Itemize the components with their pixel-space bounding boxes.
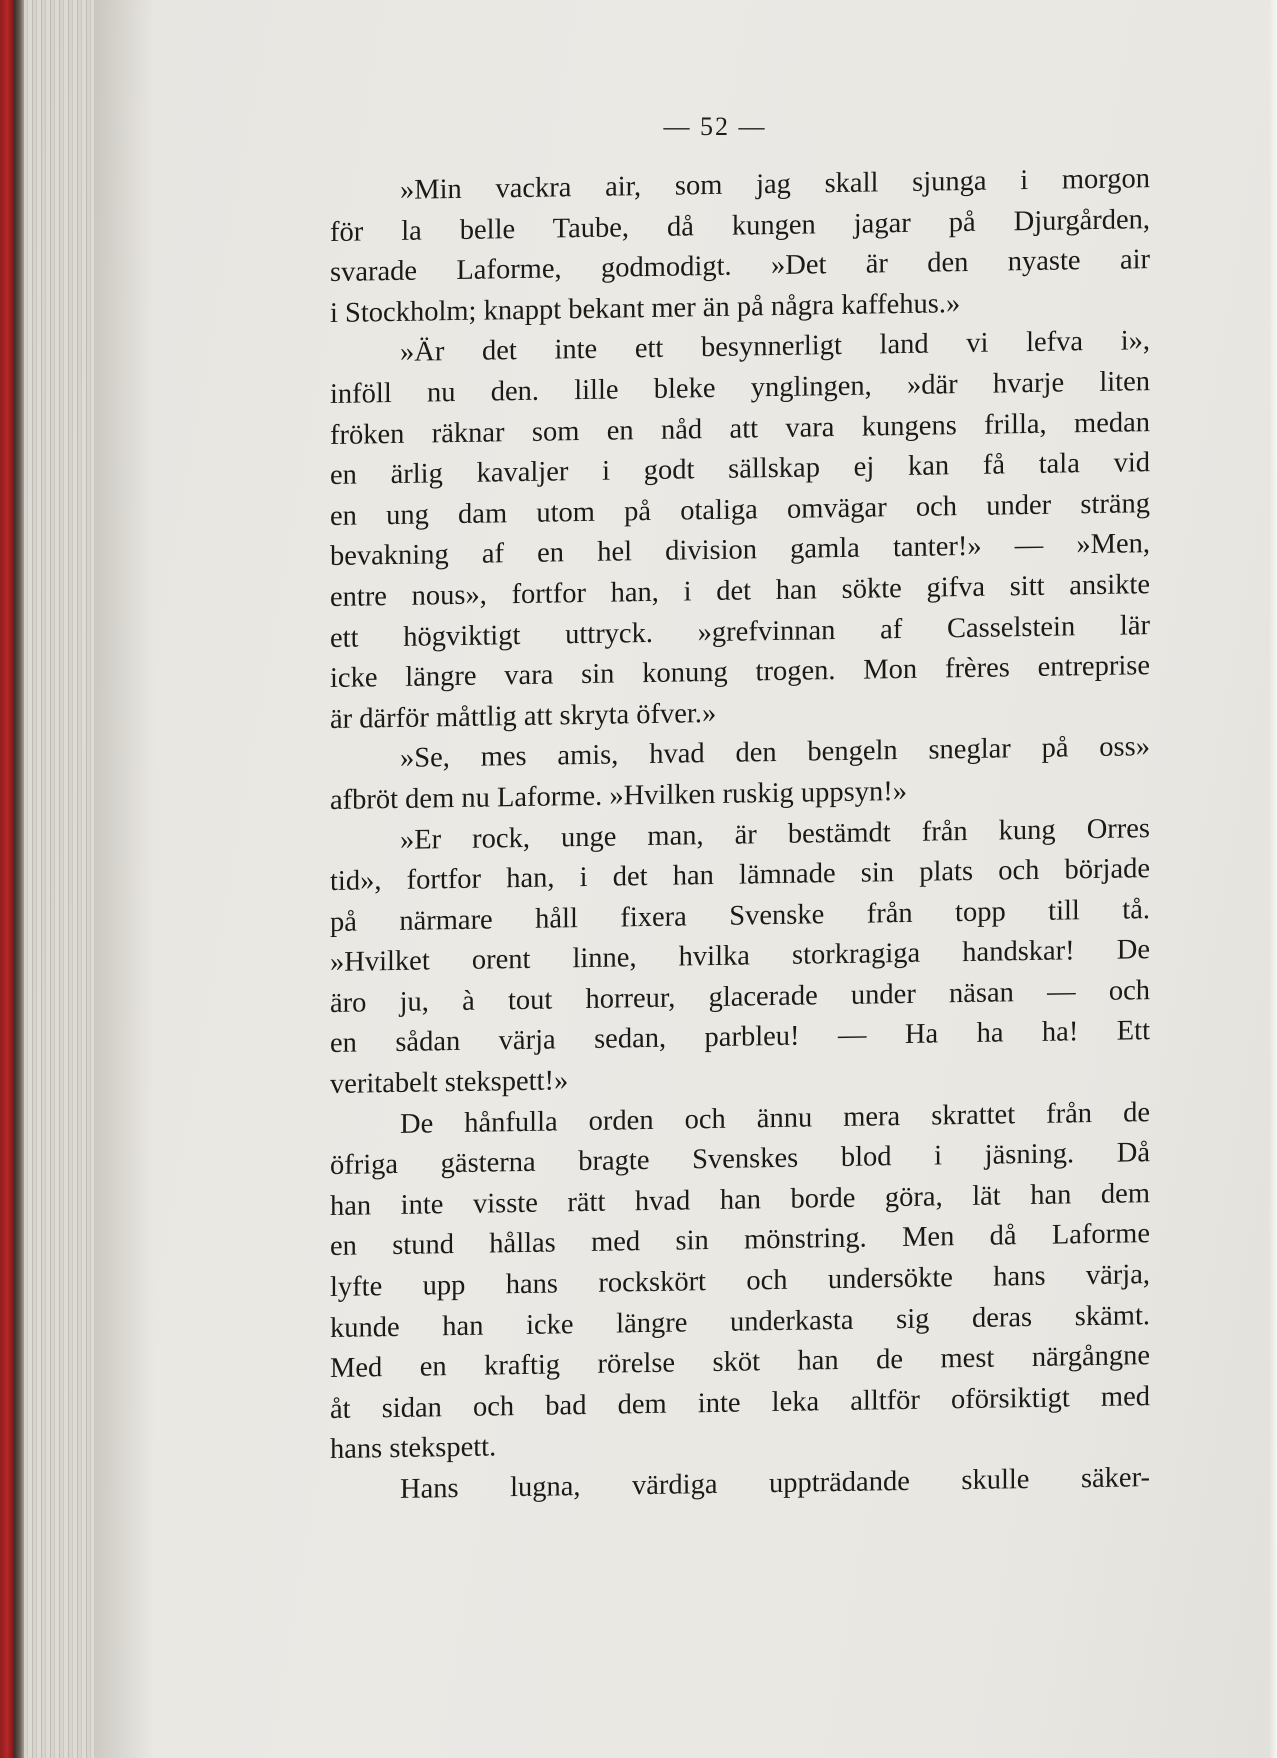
text-line: Med en kraftig rörelse sköt han de mest närgångne [330,1340,1150,1385]
body-text [330,159,1150,1511]
text-line: en ung dam utom på otaliga omvägar och under sträng [330,487,1150,532]
text-line: hans stekspett. [330,1431,497,1466]
text-line: öfriga gästerna bragte Svenskes blod i jäsning. Då [330,1137,1150,1182]
text-line: bevakning af en hel division gamla tanter!» — »Men, [330,528,1150,573]
text-line: lyfte upp hans rockskört och undersökte hans värja, [330,1259,1150,1304]
text-line: icke längre vara sin konung trogen. Mon frères entreprise [330,650,1150,695]
text-line: han inte visste rätt hvad han borde göra, lät han dem [330,1177,1150,1222]
text-line: »Hvilket orent linne, hvilka storkragiga handskar! De [330,934,1150,979]
text-line: för la belle Taube, då kungen jagar på Djurgården, [330,203,1150,248]
page-right-edge [1269,0,1277,1758]
text-line: i Stockholm; knappt bekant mer än på några kaffehus.» [330,287,961,329]
text-line: Hans lugna, värdiga uppträdande skulle säker- [400,1462,1150,1505]
text-line: ett högviktigt uttryck. »grefvinnan af Casselstein lär [330,609,1150,654]
text-line: äro ju, à tout horreur, glacerade under näsan — och [330,974,1150,1019]
text-line: åt sidan och bad dem inte leka alltför oförsiktigt med [330,1380,1150,1425]
text-line: veritabelt stekspett!» [330,1065,569,1101]
text-line: »Är det inte ett besynnerligt land vi lefva i», [400,325,1150,369]
text-line: en stund hållas med sin mönstring. Men då Laforme [330,1218,1150,1263]
page-edges [24,0,94,1758]
text-line: »Min vackra air, som jag skall sjunga i morgon [400,163,1150,206]
text-line: afbröt dem nu Laforme. »Hvilken ruskig uppsyn!» [330,775,907,816]
page-number: — 52 — [663,112,767,141]
text-line: tid», fortfor han, i det han lämnade sin plats och började [330,853,1150,898]
text-line: »Se, mes amis, hvad den bengeln sneglar på oss» [400,731,1150,775]
text-line: är därför måttlig att skryta öfver.» [330,697,717,735]
text-line: en sådan värja sedan, parbleu! — Ha ha ha! Ett [330,1015,1150,1060]
text-line: en ärlig kavaljer i godt sällskap ej kan få tala vid [330,447,1150,492]
text-line: »Er rock, unge man, är bestämdt från kung Orres [400,812,1150,856]
gutter-shadow [94,0,154,1758]
text-line: entre nous», fortfor han, i det han sökte gifva sitt ansikte [330,569,1150,613]
text-line: på närmare håll fixera Svenske från topp till tå. [330,893,1150,938]
text-line: kunde han icke längre underkasta sig deras skämt. [330,1299,1150,1344]
book-spine-cover [0,0,14,1758]
text-line: De hånfulla orden och ännu mera skrattet från de [400,1096,1150,1140]
text-line: inföll nu den. lille bleke ynglingen, »där hvarje liten [330,366,1150,410]
book-spine-shadow [14,0,24,1758]
text-line: fröken räknar som en nåd att vara kungens frilla, medan [330,406,1150,451]
text-line: svarade Laforme, godmodigt. »Det är den nyaste air [330,244,1150,289]
